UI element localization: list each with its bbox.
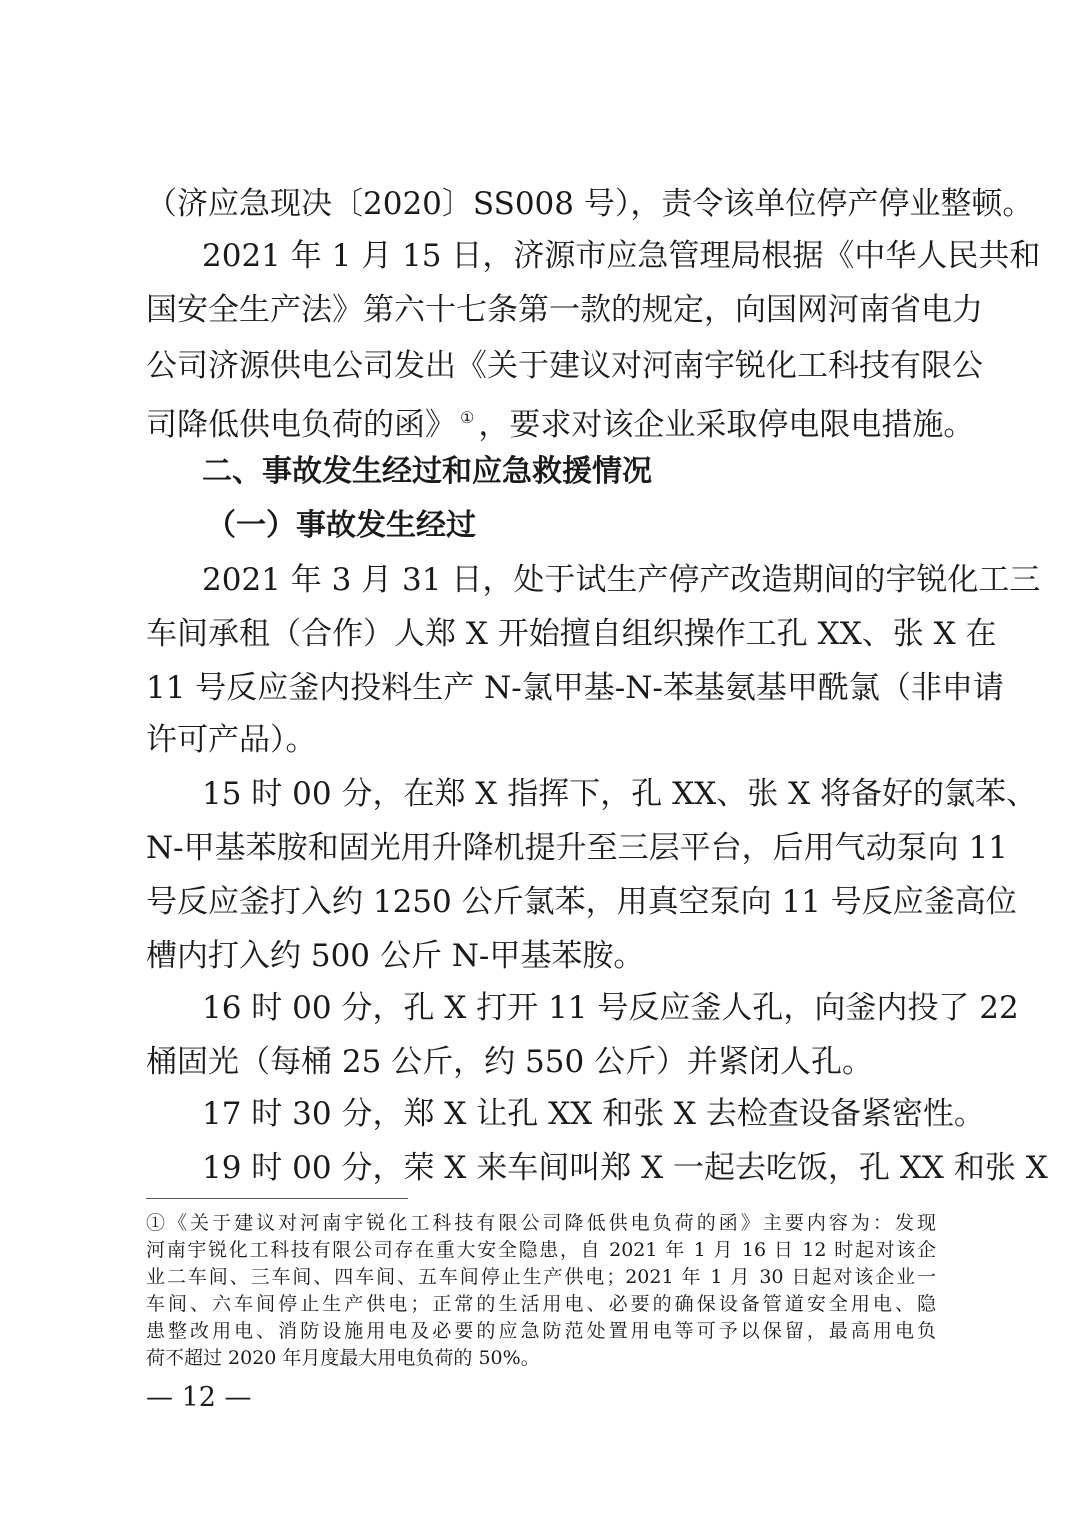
subsection-heading: （一）事故发生经过	[206, 508, 476, 543]
footnote-line: 车间、六车间停止生产供电；正常的生活用电、必要的确保设备管道安全用电、隐	[146, 1293, 936, 1315]
footnote-line: 业二车间、三车间、四车间、五车间停止生产供电；2021 年 1 月 30 日起对该企业一	[146, 1266, 936, 1288]
body-line: 许可产品）。	[146, 722, 317, 758]
footnote-marker[interactable]: ①	[460, 408, 475, 427]
body-line-text: 司降低供电负荷的函》	[146, 407, 456, 443]
body-line: （济应急现决〔2020〕SS008 号），责令该单位停产停业整顿。	[146, 186, 1034, 222]
body-line: 19 时 00 分，荣 X 来车间叫郑 X 一起去吃饭，孔 XX 和张 X	[202, 1150, 1048, 1186]
body-line: 国安全生产法》第六十七条第一款的规定，向国网河南省电力	[146, 292, 983, 328]
body-line: 号反应釜打入约 1250 公斤氯苯，用真空泵向 11 号反应釜高位	[146, 884, 1017, 920]
body-line-text: ，要求对该企业采取停电限电措施。	[478, 407, 975, 443]
body-line: 2021 年 3 月 31 日，处于试生产停产改造期间的宇锐化工三	[202, 562, 1041, 598]
footnote-line: 患整改用电、消防设施用电及必要的应急防范处置用电等可予以保留，最高用电负	[146, 1320, 936, 1342]
body-line: 15 时 00 分，在郑 X 指挥下，孔 XX、张 X 将备好的氯苯、	[202, 776, 1037, 812]
section-heading: 二、事故发生经过和应急救援情况	[202, 454, 652, 489]
footnote-line: ①《关于建议对河南宇锐化工科技有限公司降低供电负荷的函》主要内容为：发现	[146, 1212, 936, 1234]
body-line: 16 时 00 分，孔 X 打开 11 号反应釜人孔，向釜内投了 22	[202, 990, 1019, 1026]
body-line: 车间承租（合作）人郑 X 开始擅自组织操作工孔 XX、张 X 在	[146, 616, 997, 652]
body-line: 17 时 30 分，郑 X 让孔 XX 和张 X 去检查设备紧密性。	[202, 1096, 985, 1132]
body-line: 槽内打入约 500 公斤 N-甲基苯胺。	[146, 938, 645, 974]
body-line: 公司济源供电公司发出《关于建议对河南宇锐化工科技有限公	[146, 348, 983, 384]
footnote-separator	[146, 1198, 408, 1199]
body-line: 桶固光（每桶 25 公斤，约 550 公斤）并紧闭人孔。	[146, 1044, 874, 1080]
page-number: — 12 —	[146, 1382, 252, 1413]
footnote-line: 河南宇锐化工科技有限公司存在重大安全隐患，自 2021 年 1 月 16 日 12 时起对该企	[146, 1239, 936, 1261]
footnote-line: 荷不超过 2020 年月度最大用电负荷的 50%。	[146, 1347, 540, 1369]
body-line: 2021 年 1 月 15 日，济源市应急管理局根据《中华人民共和	[202, 238, 1041, 274]
body-line: N-甲基苯胺和固光用升降机提升至三层平台，后用气动泵向 11	[146, 830, 1008, 866]
body-line-with-footnote	[146, 398, 975, 445]
body-line: 11 号反应釜内投料生产 N-氯甲基-N-苯基氨基甲酰氯（非申请	[146, 670, 1004, 706]
